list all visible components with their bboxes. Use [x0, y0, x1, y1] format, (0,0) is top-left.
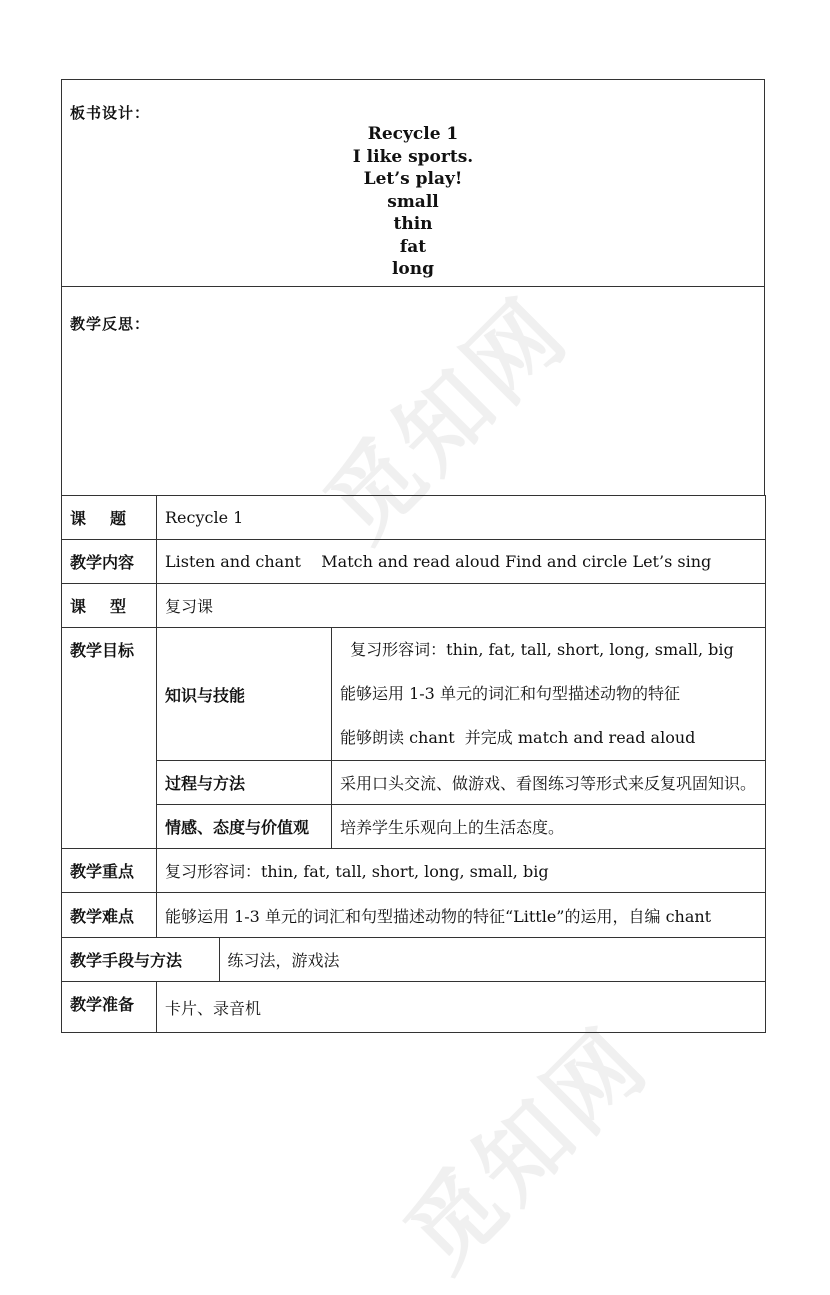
table-row — [62, 584, 766, 628]
reflection-section — [61, 286, 765, 496]
table-row — [62, 893, 766, 938]
board-line: Let’s play! — [363, 169, 463, 189]
knowledge-line: 能够运用 1-3 单元的词汇和句型描述动物的特征 — [340, 684, 680, 703]
difficulty-label: 教学难点 — [62, 893, 157, 938]
knowledge-line: 能够朗读 chant 并完成 match and read aloud — [340, 728, 696, 747]
methods-row — [62, 938, 765, 981]
knowledge-value — [332, 628, 766, 761]
process-value: 采用口头交流、做游戏、看图练习等形式来反复巩固知识。 — [332, 761, 766, 805]
board-line: Recycle 1 — [367, 124, 459, 144]
board-line: fat — [399, 236, 427, 257]
key-value: 复习形容词：thin, fat, tall, short, long, small, big — [157, 849, 766, 893]
board-line: long — [391, 259, 435, 279]
watermark: 觅知网 — [305, 277, 590, 562]
knowledge-label: 知识与技能 — [157, 628, 332, 761]
emotion-label: 情感、态度与价值观 — [157, 805, 332, 849]
watermark-bottom: 觅知网 — [385, 1007, 670, 1292]
prep-label: 教学准备 — [62, 982, 157, 1033]
methods-label: 教学手段与方法 — [62, 938, 219, 981]
board-line: I like sports. — [352, 146, 474, 167]
board-line: thin — [393, 214, 433, 234]
reflection-label: 教学反思： — [70, 315, 151, 333]
table-row — [62, 540, 766, 584]
table-row — [62, 496, 766, 540]
table-row — [62, 849, 766, 893]
process-label: 过程与方法 — [157, 761, 332, 805]
methods-cell — [62, 938, 766, 982]
type-label: 课 型 — [62, 584, 157, 628]
board-line: small — [387, 191, 439, 212]
table-row — [62, 761, 766, 805]
content-value: Listen and chant Match and read aloud Find and circle Let’s sing — [157, 540, 766, 584]
table-row — [62, 938, 766, 982]
table-row — [62, 982, 766, 1033]
emotion-value: 培养学生乐观向上的生活态度。 — [332, 805, 766, 849]
board-design-section — [61, 79, 765, 287]
type-value: 复习课 — [157, 584, 766, 628]
lesson-plan-table — [61, 495, 766, 1033]
board-content — [70, 123, 756, 281]
prep-value: 卡片、录音机 — [157, 982, 766, 1033]
content-label: 教学内容 — [62, 540, 157, 584]
table-row — [62, 805, 766, 849]
knowledge-line: 复习形容词：thin, fat, tall, short, long, small, big — [340, 640, 734, 659]
key-label: 教学重点 — [62, 849, 157, 893]
difficulty-value: 能够运用 1-3 单元的词汇和句型描述动物的特征“Little”的运用，自编 chant — [157, 893, 766, 938]
methods-value: 练习法，游戏法 — [227, 951, 340, 970]
table-row — [62, 628, 766, 761]
board-design-label: 板书设计： — [70, 104, 151, 122]
topic-value: Recycle 1 — [157, 496, 766, 540]
topic-label: 课 题 — [62, 496, 157, 540]
goals-label: 教学目标 — [62, 628, 157, 849]
